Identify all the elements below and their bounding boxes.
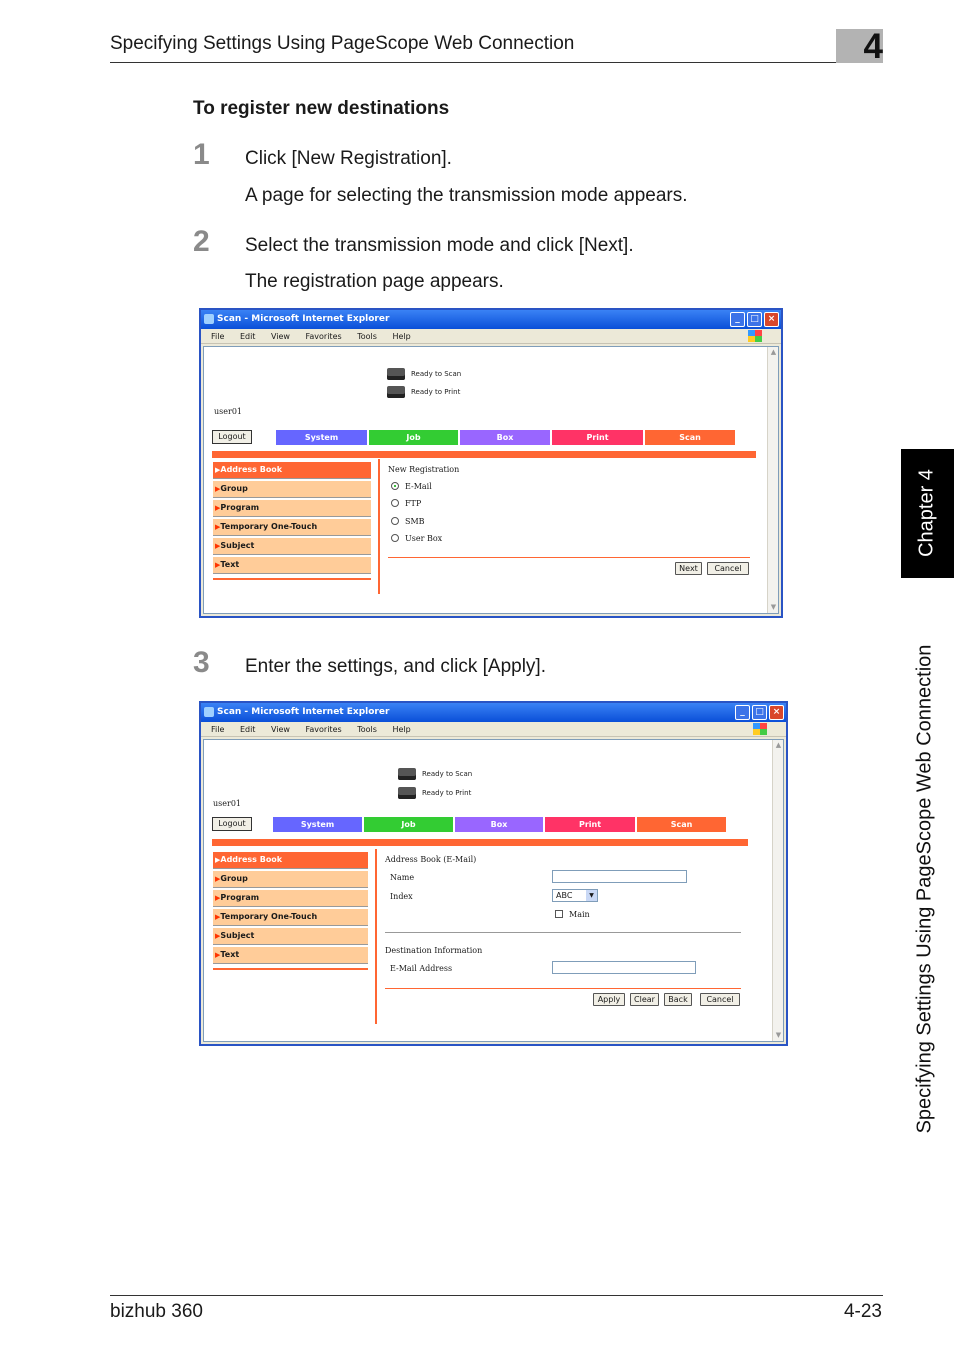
menu-edit[interactable]: Edit [239,725,256,734]
ie-icon [204,707,214,717]
scroll-up-icon[interactable]: ▲ [775,741,782,749]
step-result: A page for selecting the transmission mode appears. [245,185,688,206]
clear-button[interactable]: Clear [630,993,659,1006]
option-user-box[interactable]: User Box [391,534,442,543]
form-divider [388,557,750,558]
footer-rule [110,1295,883,1296]
step-number: 1 [193,138,210,171]
menu-address-book[interactable]: ▶Address Book [213,462,371,479]
menu-edit[interactable]: Edit [239,332,256,341]
radio-icon[interactable] [391,517,399,525]
tab-job[interactable]: Job [369,430,460,445]
back-button[interactable]: Back [664,993,692,1006]
minimize-icon[interactable]: _ [735,705,750,720]
menu-help[interactable]: Help [392,332,411,341]
orange-divider [212,451,756,458]
vertical-divider [378,459,380,594]
menu-subject[interactable]: ▶Subject [213,928,368,945]
option-email[interactable]: E-Mail [391,482,432,491]
logout-button[interactable]: Logout [212,430,252,444]
window-title: Scan - Microsoft Internet Explorer [217,707,390,717]
window-titlebar [201,703,786,722]
printer-icon [398,787,416,799]
ie-icon [204,314,214,324]
tab-system[interactable]: System [276,430,369,445]
option-smb[interactable]: SMB [391,517,425,526]
scroll-down-icon[interactable]: ▼ [775,1031,782,1039]
main-checkbox[interactable]: Main [555,910,590,919]
index-select[interactable]: ABC ▼ [552,889,598,902]
menu-help[interactable]: Help [392,725,411,734]
menu-favorites[interactable]: Favorites [305,725,342,734]
option-ftp[interactable]: FTP [391,499,421,508]
menu-text[interactable]: ▶Text [213,947,368,964]
windows-logo-icon [753,723,767,735]
windows-logo-icon [748,330,762,342]
form-heading: New Registration [388,465,460,474]
side-menu [213,462,371,580]
vertical-scrollbar[interactable] [767,347,778,613]
cancel-button[interactable]: Cancel [707,562,749,575]
step-text: Select the transmission mode and click [Next]. [245,235,634,256]
form-divider [385,932,741,933]
section-side-label: Specifying Settings Using PageScope Web Connection [913,644,936,1134]
scroll-up-icon[interactable]: ▲ [770,348,777,356]
close-icon[interactable]: × [769,705,784,720]
page-content [203,346,779,614]
cancel-button[interactable]: Cancel [700,993,740,1006]
page-content [203,739,784,1042]
checkbox-icon[interactable] [555,910,563,918]
radio-icon[interactable] [391,499,399,507]
tab-scan[interactable]: Scan [645,430,737,445]
chevron-down-icon[interactable]: ▼ [586,890,597,901]
tab-print[interactable]: Print [545,817,637,832]
step-result: The registration page appears. [245,271,504,292]
menu-group[interactable]: ▶Group [213,871,368,888]
window-title: Scan - Microsoft Internet Explorer [217,314,390,324]
tab-box[interactable]: Box [455,817,545,832]
email-label: E-Mail Address [390,964,453,973]
menu-temporary-one-touch[interactable]: ▶Temporary One-Touch [213,519,371,536]
menu-program[interactable]: ▶Program [213,890,368,907]
radio-icon[interactable] [391,482,399,490]
browser-window-1 [199,308,783,618]
minimize-icon[interactable]: _ [730,312,745,327]
menu-bar [201,722,786,737]
menu-file[interactable]: File [211,725,225,734]
name-label: Name [390,873,415,882]
scroll-down-icon[interactable]: ▼ [770,603,777,611]
step-number: 2 [193,225,210,258]
orange-divider [212,839,748,846]
status-scan: Ready to Scan [398,768,472,780]
side-menu [213,852,368,970]
footer-page-number: 4-23 [843,1301,882,1322]
footer-product: bizhub 360 [110,1301,203,1322]
vertical-divider [375,849,377,1024]
section-title: To register new destinations [193,98,450,119]
step-text: Click [New Registration]. [245,148,452,169]
form-heading: Address Book (E-Mail) [385,855,477,864]
browser-window-2 [199,701,788,1046]
menu-file[interactable]: File [211,332,225,341]
user-name: user01 [213,799,241,808]
printer-icon [398,768,416,780]
step-number: 3 [193,646,210,679]
step-text: Enter the settings, and click [Apply]. [245,656,546,677]
menu-view[interactable]: View [270,725,290,734]
next-button[interactable]: Next [675,562,702,575]
status-scan: Ready to Scan [387,368,461,380]
menu-address-book[interactable]: ▶Address Book [213,852,368,869]
menu-underline [213,968,368,970]
email-input[interactable] [552,961,696,974]
status-print: Ready to Print [387,386,460,398]
menu-tools[interactable]: Tools [357,725,377,734]
status-print: Ready to Print [398,787,471,799]
chapter-side-label: Chapter 4 [915,469,938,557]
name-input[interactable] [552,870,687,883]
menu-bar [201,329,781,344]
menu-subject[interactable]: ▶Subject [213,538,371,555]
tab-scan[interactable]: Scan [637,817,728,832]
menu-underline [213,578,371,580]
printer-icon [387,386,405,398]
radio-icon[interactable] [391,534,399,542]
header-rule [110,62,883,63]
tab-box[interactable]: Box [460,430,552,445]
index-label: Index [390,892,413,901]
tab-print[interactable]: Print [552,430,645,445]
destination-heading: Destination Information [385,946,483,955]
menu-view[interactable]: View [270,332,290,341]
menu-text[interactable]: ▶Text [213,557,371,574]
function-tabs [273,817,728,832]
printer-icon [387,368,405,380]
running-header: Specifying Settings Using PageScope Web Connection [110,33,575,54]
vertical-scrollbar[interactable] [772,740,783,1041]
maximize-icon[interactable]: □ [752,705,767,720]
logout-button[interactable]: Logout [212,817,252,831]
maximize-icon[interactable]: □ [747,312,762,327]
chapter-number: 4 [863,27,883,66]
apply-button[interactable]: Apply [593,993,625,1006]
menu-group[interactable]: ▶Group [213,481,371,498]
tab-system[interactable]: System [273,817,364,832]
window-titlebar [201,310,781,329]
form-divider [385,988,741,989]
tab-job[interactable]: Job [364,817,455,832]
menu-program[interactable]: ▶Program [213,500,371,517]
user-name: user01 [214,407,242,416]
function-tabs [276,430,737,445]
close-icon[interactable]: × [764,312,779,327]
menu-temporary-one-touch[interactable]: ▶Temporary One-Touch [213,909,368,926]
menu-tools[interactable]: Tools [357,332,377,341]
menu-favorites[interactable]: Favorites [305,332,342,341]
